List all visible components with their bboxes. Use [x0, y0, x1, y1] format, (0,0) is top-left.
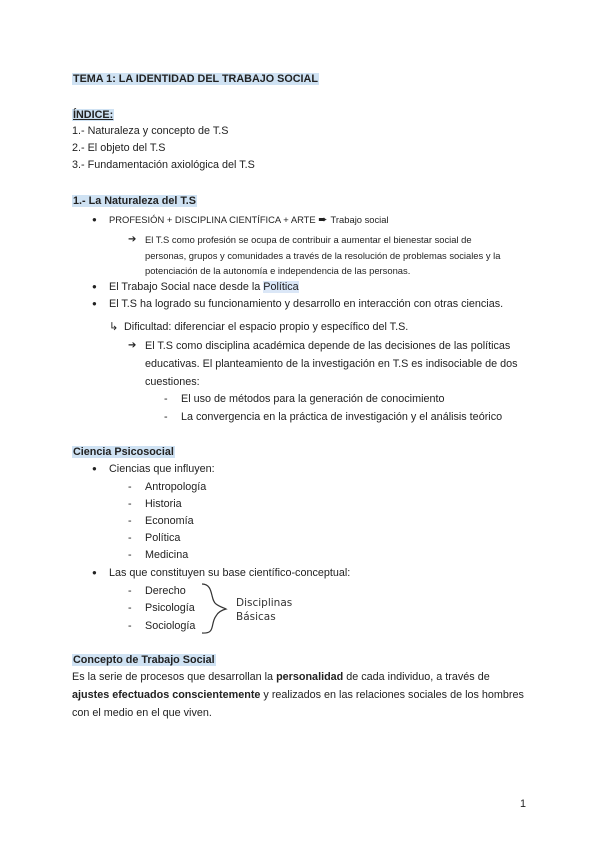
concept-bold: personalidad — [276, 671, 344, 683]
concept-text: Es la serie de procesos que desarrollan la — [72, 671, 277, 683]
dash-marker: - — [128, 602, 132, 614]
concept-text: y realizados en las relaciones sociales de los hombres — [260, 689, 524, 701]
influence-item: Antropología — [145, 481, 207, 493]
question-item: El uso de métodos para la generación de conocimiento — [181, 393, 445, 405]
bullet-icon: ● — [92, 568, 97, 577]
psychosocial-heading — [72, 445, 175, 459]
return-arrow-icon: ↳ — [109, 321, 119, 333]
politics-origin-text: El Trabajo Social nace desde la — [109, 281, 264, 293]
index-item: 1.- Naturaleza y concepto de T.S — [72, 125, 229, 137]
brace-icon — [198, 582, 230, 636]
bullet-icon: ● — [92, 299, 97, 308]
arrow-right-icon: ➔ — [128, 234, 137, 245]
page-title — [72, 72, 319, 86]
base-item: Psicología — [145, 602, 195, 614]
arrow-right-icon: ➔ — [128, 340, 137, 351]
concept-line — [72, 670, 490, 684]
interaction-line: El T.S ha logrado su funcionamiento y desarrollo en interacción con otras ciencias. — [109, 298, 504, 310]
section1-heading-text: 1.- La Naturaleza del T.S — [73, 195, 197, 207]
concept-line: con el medio en el que viven. — [72, 707, 212, 719]
arrow-right-icon: ➨ — [318, 214, 331, 226]
difficulty-line: Dificultad: diferenciar el espacio propio y específico del T.S. — [124, 321, 409, 333]
page-number: 1 — [520, 798, 527, 810]
index-item: 2.- El objeto del T.S — [72, 142, 166, 154]
base-item: Derecho — [145, 585, 186, 597]
formula-line — [109, 213, 389, 227]
bullet-icon: ● — [92, 464, 97, 473]
dash-marker: - — [128, 481, 132, 493]
index-heading-text: ÍNDICE: — [73, 109, 114, 121]
index-item: 3.- Fundamentación axiológica del T.S — [72, 159, 255, 171]
index-heading — [72, 108, 114, 122]
influences-label: Ciencias que influyen: — [109, 463, 215, 475]
dash-marker: - — [164, 411, 168, 423]
discipline-line: El T.S como disciplina académica depende de las decisiones de las políticas — [145, 340, 511, 352]
section1-heading — [72, 194, 197, 208]
dash-marker: - — [128, 620, 132, 632]
concept-heading-text: Concepto de Trabajo Social — [73, 654, 215, 666]
dash-marker: - — [164, 393, 168, 405]
influence-item: Medicina — [145, 549, 189, 561]
base-item: Sociología — [145, 620, 196, 632]
profession-desc: personas, grupos y comunidades a través de la resolución de problemas sociales y la — [145, 250, 501, 261]
dash-marker: - — [128, 585, 132, 597]
handwritten-note: Disciplinas — [236, 597, 293, 609]
influence-item: Historia — [145, 498, 182, 510]
formula-text: PROFESIÓN + DISCIPLINA CIENTÍFICA + ARTE — [109, 214, 316, 225]
dash-marker: - — [128, 515, 132, 527]
politics-origin — [109, 280, 299, 294]
dash-marker: - — [128, 532, 132, 544]
question-item: La convergencia en la práctica de investigación y el análisis teórico — [181, 411, 503, 423]
politics-highlight: Política — [263, 281, 299, 293]
discipline-line: cuestiones: — [145, 376, 200, 388]
psychosocial-heading-text: Ciencia Psicosocial — [73, 446, 174, 458]
bullet-icon: ● — [92, 282, 97, 291]
concept-bold: ajustes efectuados conscientemente — [72, 689, 261, 701]
influence-item: Economía — [145, 515, 194, 527]
dash-marker: - — [128, 549, 132, 561]
formula-target: Trabajo social — [330, 214, 389, 225]
profession-desc: potenciación de la autonomía e independencia de las personas. — [145, 265, 411, 276]
influence-item: Política — [145, 532, 181, 544]
bullet-icon: ● — [92, 215, 97, 224]
base-label: Las que constituyen su base científico-conceptual: — [109, 567, 351, 579]
concept-text: de cada individuo, a través de — [343, 671, 490, 683]
dash-marker: - — [128, 498, 132, 510]
concept-heading — [72, 653, 216, 667]
discipline-line: educativas. El planteamiento de la investigación en T.S es indisociable de dos — [145, 358, 518, 370]
title-text: TEMA 1: LA IDENTIDAD DEL TRABAJO SOCIAL — [73, 73, 318, 85]
profession-desc: El T.S como profesión se ocupa de contribuir a aumentar el bienestar social de — [145, 234, 472, 245]
handwritten-note: Básicas — [236, 611, 276, 623]
concept-line — [72, 688, 524, 702]
